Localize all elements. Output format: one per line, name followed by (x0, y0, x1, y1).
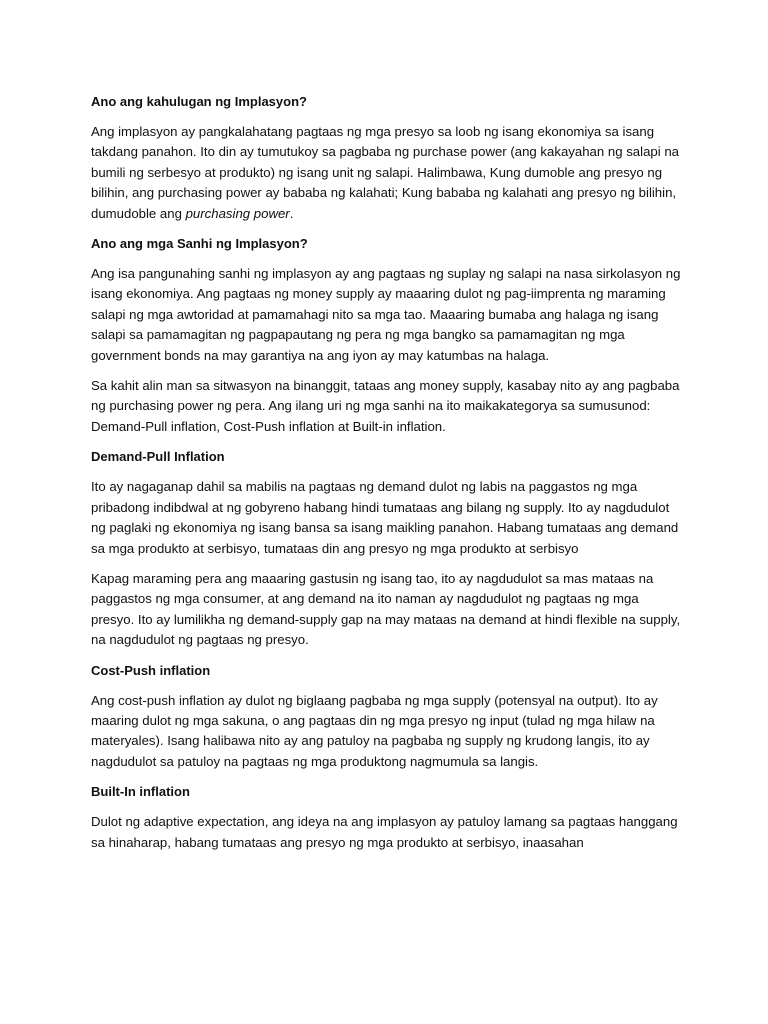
paragraph: Kapag maraming pera ang maaaring gastusin ng isang tao, ito ay nagdudulot sa mas mataas na paggastos ng mga consumer, at ang demand na ito naman ay nagdudulot ng pagtaas ng mga presyo. Ito ay lumilikha ng demand-supply gap na may mataas na demand at hindi flexible na supply, na nagdudulot ng pagtaas ng presyo. (91, 570, 681, 648)
section-heading-sanhi: Ano ang mga Sanhi ng Implasyon? (91, 236, 308, 252)
paragraph-text: Ang implasyon ay pangkalahatang pagtaas ng mga presyo sa loob ng isang ekonomiya sa isang takdang panahon. Ito din ay tumutukoy sa pagbaba ng purchase power (ang kakayahan ng salapi na bumili ng serbesyo at produkto) ng isang unit ng salapi. Halimbawa, Kung dumoble ang presyo ng bilihin, ang purchasing power ay bababa ng kalahati; Kung bababa ng kalahati ang presyo ng bilihin, dumudoble ang (91, 124, 679, 221)
section-heading-cost-push: Cost-Push inflation (91, 662, 211, 678)
paragraph (91, 122, 681, 224)
paragraph: Ito ay nagaganap dahil sa mabilis na pagtaas ng demand dulot ng labis na paggastos ng mga pribadong indibdwal at ng gobyreno habang hindi tumataas ang bilang ng supply. Ito ay nagdudulot ng paglaki ng ekonomiya ng isang bansa sa isang maikling panahon. Habang tumataas ang demand sa mga produkto at serbisyo, tumataas din ang presyo ng mga produkto at serbisyo (91, 479, 679, 556)
paragraph-tail: . (289, 205, 294, 221)
paragraph: Dulot ng adaptive expectation, ang ideya na ang implasyon ay patuloy lamang sa pagtaas hanggang sa hinaharap, habang tumataas ang presyo ng mga produkto at serbisyo, inaasahan (91, 814, 678, 850)
paragraph: Ang isa pangunahing sanhi ng implasyon ay ang pagtaas ng suplay ng salapi na nasa sirkolasyon ng isang ekonomiya. Ang pagtaas ng money supply ay maaaring dulot ng pag-iimprenta ng maraming salapi ng mga awtoridad at pamamahagi nito sa mga tao. Maaaring bumaba ang halaga ng isang salapi sa pamamagitan ng pagpapautang ng pera ng mga bangko sa pamamagitan ng mga government bonds na may garantiya na ang iyon ay may katumbas na halaga. (91, 266, 681, 363)
emphasis-text: purchasing power (185, 205, 290, 221)
section-heading-built-in: Built-In inflation (91, 784, 190, 800)
section-heading-demand-pull: Demand-Pull Inflation (91, 449, 225, 465)
document-page (91, 92, 681, 863)
paragraph: Ang cost-push inflation ay dulot ng biglaang pagbaba ng mga supply (potensyal na output). Ito ay maaring dulot ng mga sakuna, o ang pagtaas din ng mga presyo ng input (tulad ng mga hilaw na materyales). Isang halibawa nito ay ang patuloy na pagbaba ng supply ng krudong langis, ito ay nagdudulot sa patuloy na pagtaas ng mga produktong nagmumula sa langis. (91, 692, 658, 769)
section-heading-kahulugan: Ano ang kahulugan ng Implasyon? (91, 94, 307, 109)
paragraph: Sa kahit alin man sa sitwasyon na binanggit, tataas ang money supply, kasabay nito ay ang pagbaba ng purchasing power ng pera. Ang ilang uri ng mga sanhi na ito maikakategorya sa sumusunod: Demand-Pull inflation, Cost-Push inflation at Built-in inflation. (91, 378, 680, 434)
